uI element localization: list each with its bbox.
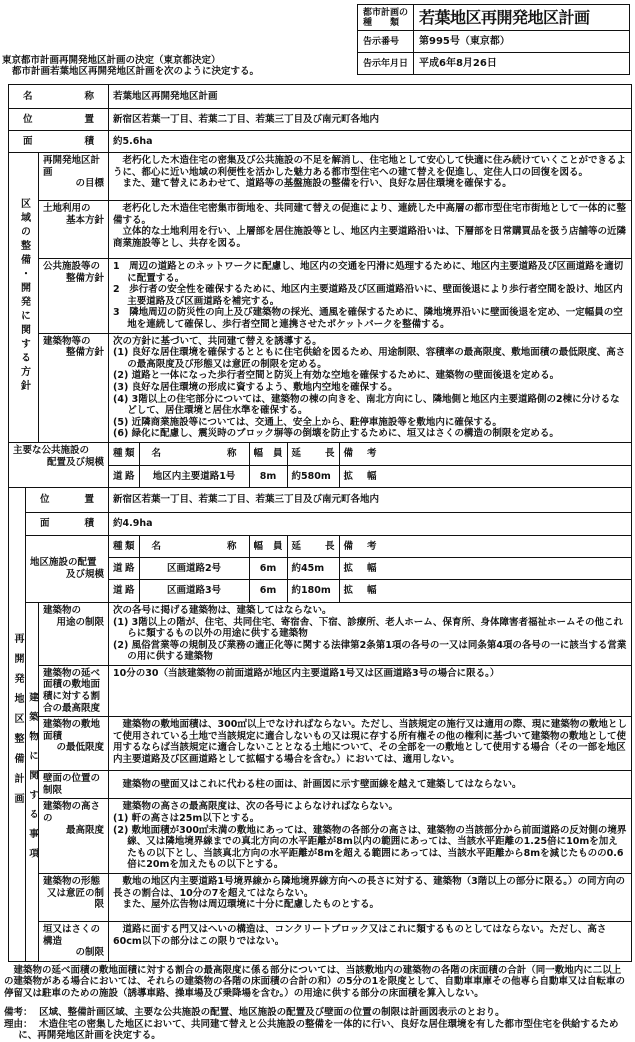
plan-location-row <box>9 487 632 512</box>
far-text: 10分の30（当該建築物の前面道路が地区内主要道路1号又は区画道路3号の場合に限る。） <box>109 665 632 716</box>
policy-section-label: 区域の整備・開発に関する方針 <box>18 197 30 394</box>
building-label-line1: 建築物等の <box>43 335 91 347</box>
public-item: 1 周辺の道路とのネットワークに配慮し、地区内の交通を円滑に処理するために、地区内主要道路及び区画道路を適切に配置する。 <box>113 261 624 284</box>
building-label-line2: 整備方針 <box>65 347 104 359</box>
building-policy-row <box>9 333 632 442</box>
landuse-paragraph-1: 老朽化した木造住宅密集市街地を、共同建て替えの促進により、連続した中高層の都市型住宅市街地として一体的に整備する。 <box>113 203 627 226</box>
height-item: (1) 軒の高さは25m以下とする。 <box>113 813 260 825</box>
location-row <box>9 109 632 131</box>
cell-type: 道路 <box>109 466 139 487</box>
public-policy-text <box>109 259 632 334</box>
plan-area-row <box>9 512 632 535</box>
table-row <box>109 580 631 602</box>
form-paragraph-2: また、屋外広告物は周辺環境に十分に配慮したものとする。 <box>122 899 380 911</box>
public-item: 2 歩行者の安全性を確保するために、地区内主要道路及び区画道路沿いに、壁面後退により歩行者空間を設け、地区内主要道路及び区画道路を補完する。 <box>113 284 623 307</box>
col-header-type: 種類 <box>113 540 135 552</box>
landuse-label <box>39 201 109 259</box>
site-label-line1: 建築物の敷地面積 <box>43 719 101 742</box>
goal-paragraph-1: 老朽化した木造住宅の密集及び公共施設の不足を解消し、住宅地として安心して快適に住み続けていくことができるように、都心に近い地域の利便性を活かした魅力ある都市型住宅への建て替えを促進し、定住人口の回復を図る。 <box>113 155 627 178</box>
landuse-row <box>9 201 632 259</box>
main-facilities-row <box>9 442 632 487</box>
cell-width: 6m <box>249 580 287 602</box>
cell-remarks: 拡幅 <box>339 580 631 602</box>
cell-length: 約45m <box>287 558 339 580</box>
form-text <box>109 874 632 922</box>
notice-header-box <box>357 4 630 75</box>
building-section-label: 建築物に関する事項 <box>27 692 38 868</box>
cell-name: 区画道路3号 <box>139 580 249 602</box>
building-policy-text <box>109 333 632 442</box>
plan-type-label-line2: 種 類 <box>363 17 400 28</box>
intro-line-1: 東京都市計画再開発地区計画の決定（東京都決定） <box>2 55 221 66</box>
form-row <box>9 874 632 922</box>
building-policy-item: (6) 緑化に配慮し、震災時のブロック塀等の倒壊を防止するために、垣又はさくの構造の制限を定める。 <box>113 428 559 440</box>
height-label <box>39 799 109 874</box>
district-facilities-label <box>26 535 109 602</box>
col-header-type: 種類 <box>113 448 135 460</box>
facilities-header-row <box>109 443 631 466</box>
use-label-line2: 用途の制限 <box>56 616 104 628</box>
building-section-cell <box>26 602 39 961</box>
building-policy-item: (5) 近隣商業施設等については、交通上、安全上から、駐停車施設等を敷地内に確保する。 <box>113 416 502 428</box>
form-paragraph-1: 敷地の地区内主要道路1号境界線から隣地境界線方向への長さに対する、建築物（3階以上の部分に限る。）の同方向の長さの割合は、10分の7を超えてはならない。 <box>113 876 625 899</box>
footer-note-text: 建築物の延べ面積の敷地面積に対する割合の最高限度に係る部分については、当該敷地内の建築物の各階の床面積の合計（同一敷地内に二以上の建築物がある場合においては、それらの建築物の各階の床面積の合計の和）の5分の1を限度として、自動車車庫その他専ら自動車又は自転車の停留又は駐車のための施設（誘導車路、操車場及び乗降場を含む。）の用途に供する部分の床面積を算入しない。 <box>4 964 626 999</box>
form-label-line1: 建築物の形態 <box>43 876 101 887</box>
col-header-length: 延長 <box>287 443 339 466</box>
main-facilities-table-cell <box>109 442 632 487</box>
district-facilities-row <box>9 535 632 602</box>
wall-label: 壁面の位置の制限 <box>39 771 109 799</box>
site-area-text <box>109 717 632 771</box>
public-policy-label <box>39 259 109 334</box>
cell-remarks: 拡幅 <box>339 558 631 580</box>
site-paragraph: 建築物の敷地面積は、300㎡以上でなければならない。ただし、当該規定の施行又は適用の際、現に建築物の敷地として使用されている土地で当該規定に適合しないもの又は現に存する所有権その他の権利に基づいて建築物の敷地として使用するならば当該規定に適合しないこととなる土地について、その全部を一の敷地として使用する場合（その一部を地区内主要道路及び区画道路として拡幅する場合を含む。）においては、適用しない。 <box>113 719 627 766</box>
plan-type-value: 若葉地区再開発地区計画 <box>414 5 630 31</box>
goal-paragraph-2: また、建て替えにあわせて、道路等の基盤施設の整備を行い、良好な居住環境を確保する。 <box>122 178 512 190</box>
policy-section-cell <box>9 153 39 443</box>
height-intro: 建築物の高さの最高限度は、次の各号によらなければならない。 <box>122 801 399 813</box>
reason-line <box>4 1019 630 1042</box>
plan-area-value: 約4.9ha <box>109 512 632 535</box>
notice-number-value: 第995号（東京都） <box>414 31 630 53</box>
notice-number-label: 告示番号 <box>358 31 414 53</box>
fence-paragraph: 道路に面する門又はへいの構造は、コンクリートブロック又はこれに類するものとしてはならない。ただし、高さ60cm以下の部分はこの限りではない。 <box>113 924 607 947</box>
cell-width: 8m <box>249 466 287 487</box>
main-facilities-label <box>9 442 109 487</box>
wall-text <box>109 771 632 799</box>
col-header-width: 幅員 <box>249 443 287 466</box>
site-area-label <box>39 717 109 771</box>
goal-label-line1: 再開発地区計画 <box>43 155 101 178</box>
name-row <box>9 85 632 109</box>
cell-length: 約580m <box>287 466 339 487</box>
height-label-line2: 最高限度 <box>65 824 104 836</box>
facilities-label-line2: 配置及び規模 <box>46 456 104 468</box>
footer-note <box>4 965 630 1000</box>
facilities-label-line1: 主要な公共施設の <box>13 444 90 456</box>
col-header-length: 延長 <box>287 536 339 558</box>
building-policy-item: (1) 良好な居住環境を確保するとともに住宅供給を図るため、用途制限、容積率の最高限度、敷地面積の最低限度、高さの最高限度及び形態又は意匠の制限を定める。 <box>113 347 626 370</box>
col-header-remarks: 備考 <box>339 536 631 558</box>
plan-section-cell <box>9 487 26 961</box>
plan-location-value: 新宿区若葉一丁目、若葉二丁目、若葉三丁目及び南元町各地内 <box>109 487 632 512</box>
wall-row <box>9 771 632 799</box>
name-label: 名 称 <box>9 85 109 109</box>
fence-label <box>39 922 109 962</box>
site-area-row <box>9 717 632 771</box>
plan-type-label-line1: 都市計画の <box>363 7 409 18</box>
plan-location-label: 位 置 <box>26 487 109 512</box>
far-label: 建築物の延べ面積の敷地面積に対する割合の最高限度 <box>39 665 109 716</box>
use-item: (2) 風俗営業等の規制及び業務の適正化等に関する法律第2条第1項の各号の一又は同条第4項の各号の一に該当する営業の用に供する建築物 <box>113 639 627 663</box>
goal-label-line2: の目標 <box>75 178 104 190</box>
goal-row <box>9 153 632 201</box>
building-policy-item: (2) 道路と一体になった歩行者空間と防災上有効な空地を確保するために、建築物の壁面後退を定める。 <box>113 370 560 382</box>
use-restriction-text <box>109 602 632 665</box>
name-value: 若葉地区再開発地区計画 <box>109 85 632 109</box>
plan-area-label: 面 積 <box>26 512 109 535</box>
cell-name: 地区内主要道路1号 <box>139 466 249 487</box>
col-header-name: 名称 <box>139 536 249 558</box>
site-label-line2: の最低限度 <box>56 742 104 754</box>
intro-line-2: 都市計画若葉地区再開発地区計画を次のように決定する。 <box>12 66 260 77</box>
use-item: (1) 3階以上の階が、住宅、共同住宅、寄宿舎、下宿、診療所、老人ホーム、保育所、身体障害者福祉ホームその他これらに類するもの以外の用途に供する建築物 <box>113 616 623 640</box>
cell-width: 6m <box>249 558 287 580</box>
far-row <box>9 665 632 716</box>
use-intro: 次の各号に掲げる建築物は、建築してはならない。 <box>113 604 332 616</box>
remarks-text: 区域、整備計画区域、主要な公共施設の配置、地区施設の配置及び壁面の位置の制限は計画図表示のとおり。 <box>39 1007 505 1019</box>
wall-paragraph: 建築物の壁面又はこれに代わる柱の面は、計画図に示す壁面線を越えて建築してはならない。 <box>122 779 522 791</box>
landuse-text <box>109 201 632 259</box>
height-row <box>9 799 632 874</box>
remarks-label: 備考： <box>4 1007 33 1019</box>
col-header-width: 幅員 <box>249 536 287 558</box>
intro-text <box>2 55 259 77</box>
height-item: (2) 敷地面積が300㎡未満の敷地にあっては、建築物の各部分の高さは、建築物の当該部分から前面道路の反対側の境界線、又は隣地境界線までの真北方向の水平距離が8m以内の範囲にあっては、当該水平距離の1.25倍に10mを加えたもの以下とし、当該真北方向の水平距離が8mを超える範囲にあっては、当該水平距離から8mを減じたものの0.6倍に20mを加えたもの以下とする。 <box>113 824 627 871</box>
goal-label <box>39 153 109 201</box>
district-label-line1: 地区施設の配置 <box>30 557 97 569</box>
col-header-remarks: 備考 <box>339 443 631 466</box>
plan-table <box>8 84 632 962</box>
main-facilities-table <box>109 443 631 487</box>
public-item: 3 隣地周辺の防災性の向上及び建築物の採光、通風を確保するために、隣地境界沿いに壁面後退を定め、一定幅員の空地を連続して確保し、歩行者空間と連携させたポケットパークを整備する。 <box>113 307 623 330</box>
height-text <box>109 799 632 874</box>
use-restriction-label <box>39 602 109 665</box>
form-label-line2: 又は意匠の制限 <box>46 887 104 911</box>
building-policy-intro: 次の方針に基づいて、共同建て替えを誘導する。 <box>113 335 322 347</box>
fence-text <box>109 922 632 962</box>
building-policy-label <box>39 333 109 442</box>
cell-type: 道路 <box>109 580 139 602</box>
cell-name: 区画道路2号 <box>139 558 249 580</box>
fence-label-line2: の制限 <box>75 947 104 959</box>
area-row <box>9 131 632 153</box>
notice-date-label: 告示年月日 <box>358 53 414 75</box>
building-policy-item: (3) 良好な居住環境の形成に資するよう、敷地内空地を確保する。 <box>113 381 398 393</box>
notice-date-value: 平成6年8月26日 <box>414 53 630 75</box>
remarks-line <box>4 1007 630 1019</box>
page-top <box>0 0 635 84</box>
public-label-line1: 公共施設等の <box>43 261 101 272</box>
area-value: 約5.6ha <box>109 131 632 153</box>
goal-text <box>109 153 632 201</box>
location-value: 新宿区若葉一丁目、若葉二丁目、若葉三丁目及び南元町各地内 <box>109 109 632 131</box>
table-row <box>109 466 631 487</box>
reason-text: 木造住宅の密集した地区において、共同建て替えと公共施設の整備を一体的に行い、良好な居住環境を有した都市型住宅を供給するために、再開発地区計画を決定する。 <box>18 1018 619 1042</box>
fence-label-line1: 垣又はさくの構造 <box>43 924 101 947</box>
cell-type: 道路 <box>109 558 139 580</box>
reason-label: 理由： <box>4 1018 33 1030</box>
public-label-line2: 整備方針 <box>65 272 104 284</box>
remarks <box>4 1007 630 1042</box>
district-header-row <box>109 536 631 558</box>
landuse-label-line1: 土地利用の <box>43 203 91 214</box>
plan-section-label: 再開発地区整備計画 <box>12 632 23 813</box>
plan-type-label <box>358 5 414 31</box>
cell-length: 約180m <box>287 580 339 602</box>
height-label-line1: 建築物の高さの <box>43 801 101 825</box>
table-row <box>109 558 631 580</box>
fence-row <box>9 922 632 962</box>
landuse-label-line2: 基本方針 <box>65 214 104 226</box>
col-header-name: 名称 <box>139 443 249 466</box>
location-label: 位 置 <box>9 109 109 131</box>
district-facilities-table <box>109 536 631 602</box>
landuse-paragraph-2: 立体的な土地利用を行い、上層部を居住施設等とし、地区内主要道路沿いは、下層部を日常購買品を扱う店舗等の近隣商業施設等とし、共存を図る。 <box>113 226 627 249</box>
district-facilities-table-cell <box>109 535 632 602</box>
use-restriction-row <box>9 602 632 665</box>
district-label-line2: 及び規模 <box>65 568 104 580</box>
public-facility-policy-row <box>9 259 632 334</box>
form-label <box>39 874 109 922</box>
use-label-line1: 建築物の <box>43 604 82 616</box>
building-policy-item: (4) 3階以上の住宅部分については、建築物の棟の向きを、南北方向にし、隣地側と地区内主要道路側の2棟に分けるなどして、居住環境と居住水準を確保する。 <box>113 393 620 417</box>
cell-remarks: 拡幅 <box>339 466 631 487</box>
area-label: 面 積 <box>9 131 109 153</box>
